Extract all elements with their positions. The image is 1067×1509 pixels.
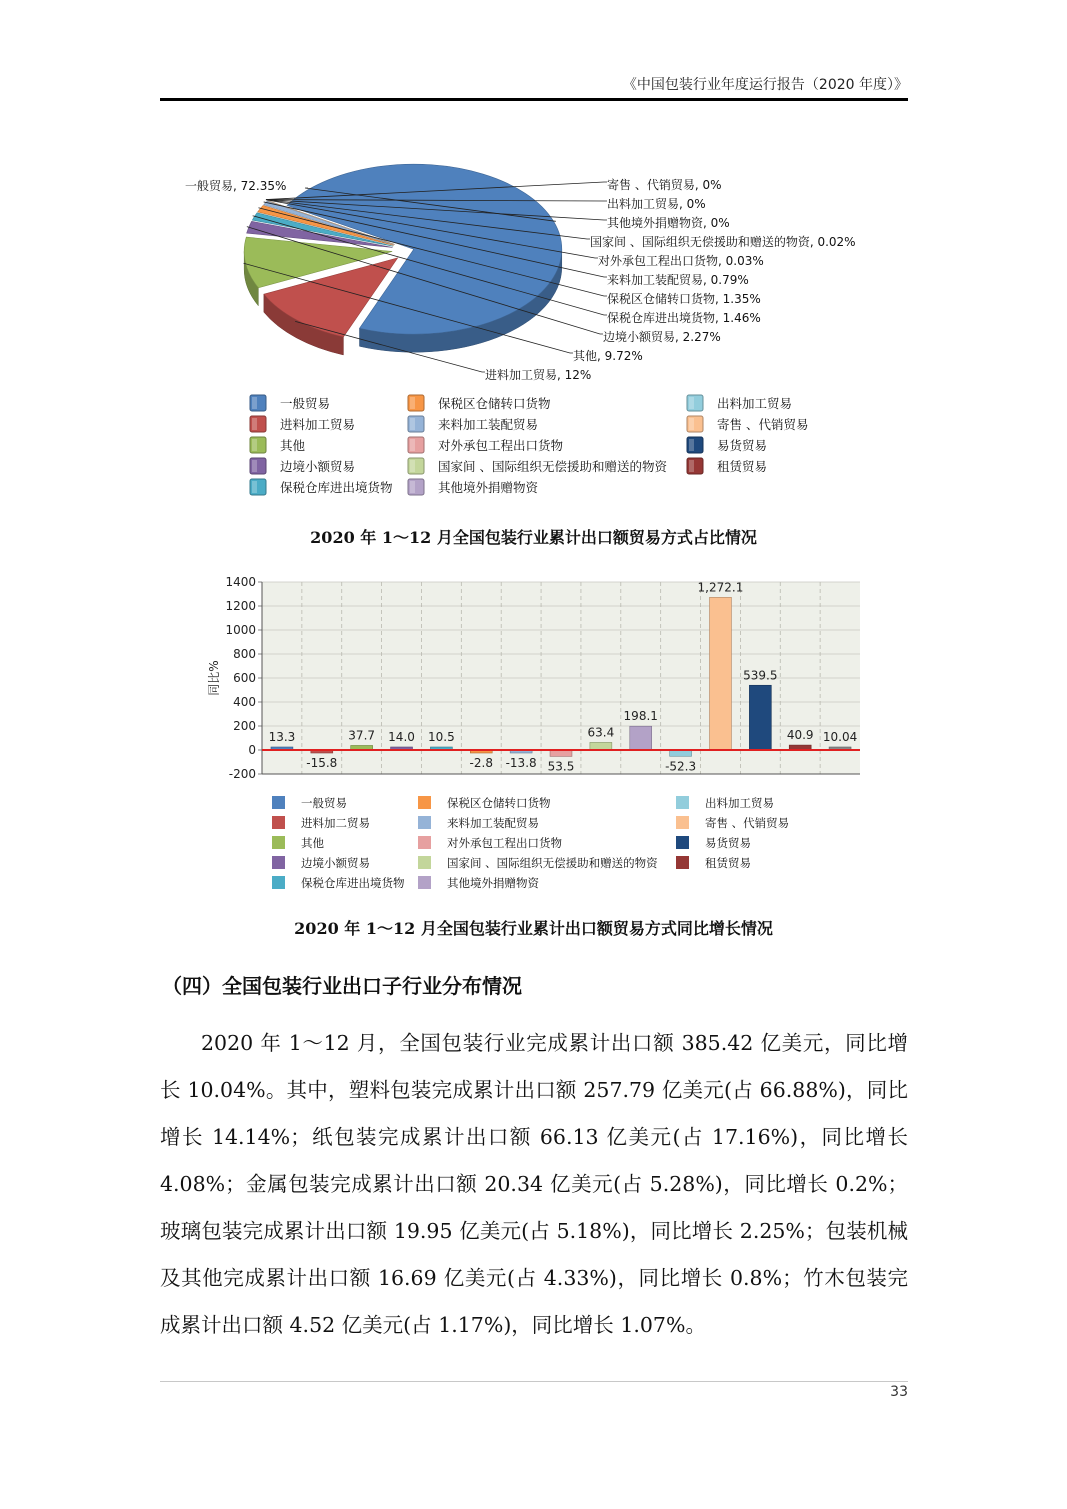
bar-data-label: 10.5 xyxy=(428,730,455,744)
bar xyxy=(710,597,732,750)
legend-label: 进料加工贸易 xyxy=(280,417,356,432)
legend-label: 一般贸易 xyxy=(280,396,331,411)
bar-data-label: 63.4 xyxy=(587,725,615,740)
pie-chart-caption: 2020 年 1～12 月全国包装行业累计出口额贸易方式占比情况 xyxy=(310,528,757,547)
y-tick-label: 600 xyxy=(233,671,256,685)
legend-swatch xyxy=(418,836,431,849)
legend-label: 国家间 、国际组织无偿援助和赠送的物资 xyxy=(447,856,658,870)
pie-data-label: 国家间 、国际组织无偿援助和赠送的物资, 0.02% xyxy=(590,235,856,249)
legend-label: 一般贸易 xyxy=(301,796,347,810)
y-tick-label: 1400 xyxy=(225,575,256,589)
legend-swatch xyxy=(272,856,285,869)
page-number: 33 xyxy=(890,1384,908,1400)
legend-label: 保税区仓储转口货物 xyxy=(447,796,551,810)
legend-swatch xyxy=(676,816,689,829)
legend-label: 寄售 、代销贸易 xyxy=(717,417,809,432)
bar-data-label: -2.8 xyxy=(469,756,493,770)
legend-label: 进料加二贸易 xyxy=(301,816,370,830)
running-header: 《中国包装行业年度运行报告（2020 年度）》 xyxy=(622,77,908,93)
legend-label: 出料加工贸易 xyxy=(717,396,793,411)
legend-label: 其他 xyxy=(280,438,306,453)
legend-swatch xyxy=(272,876,285,889)
legend-label: 寄售 、代销贸易 xyxy=(705,816,790,830)
pie-data-label: 出料加工贸易, 0% xyxy=(607,197,706,211)
legend-label: 国家间 、国际组织无偿援助和赠送的物资 xyxy=(438,459,667,474)
y-tick-label: 1000 xyxy=(225,623,256,637)
bar-data-label: 37.7 xyxy=(348,728,376,743)
legend-label: 租赁贸易 xyxy=(717,459,768,474)
y-tick-label: -200 xyxy=(228,767,256,781)
y-tick-label: 800 xyxy=(233,647,256,661)
legend-swatch xyxy=(418,876,431,889)
bar-data-label: -13.8 xyxy=(505,756,537,770)
pie-data-label: 来料加工装配贸易, 0.79% xyxy=(607,273,749,287)
bar-data-label: 539.5 xyxy=(743,668,778,683)
legend-label: 其他境外捐赠物资 xyxy=(447,876,539,890)
footer-rule xyxy=(160,1381,908,1382)
legend-label: 出料加工贸易 xyxy=(705,796,774,810)
legend-swatch xyxy=(676,796,689,809)
y-tick-label: 0 xyxy=(248,743,256,757)
y-tick-label: 400 xyxy=(233,695,256,709)
bar-data-label: -52.3 xyxy=(665,759,697,774)
legend-swatch xyxy=(272,816,285,829)
legend-label: 保税区仓储转口货物 xyxy=(438,396,551,411)
pie-data-label: 边境小额贸易, 2.27% xyxy=(603,330,721,344)
legend-label: 租赁贸易 xyxy=(705,856,751,870)
legend-label: 来料加工装配贸易 xyxy=(438,417,539,432)
y-tick-label: 1200 xyxy=(225,599,256,613)
section-title: （四）全国包装行业出口子行业分布情况 xyxy=(162,974,522,998)
bar-data-label: -15.8 xyxy=(306,756,338,770)
legend-swatch xyxy=(272,836,285,849)
legend-swatch xyxy=(272,796,285,809)
legend-label: 保税仓库进出境货物 xyxy=(280,480,393,495)
legend-swatch xyxy=(418,856,431,869)
bar-data-label: 40.9 xyxy=(786,728,814,743)
legend-label: 对外承包工程出口货物 xyxy=(438,438,564,453)
bar-data-label: 14.0 xyxy=(388,730,415,744)
legend-label: 其他境外捐赠物资 xyxy=(438,480,539,495)
bar-chart-caption: 2020 年 1～12 月全国包装行业累计出口额贸易方式同比增长情况 xyxy=(294,919,773,938)
legend-label: 边境小额贸易 xyxy=(280,459,356,474)
legend-swatch xyxy=(418,816,431,829)
pie-data-label: 进料加工贸易, 12% xyxy=(485,368,592,382)
legend-label: 对外承包工程出口货物 xyxy=(447,836,562,850)
bar-data-label: 198.1 xyxy=(623,709,658,724)
y-tick-label: 200 xyxy=(233,719,256,733)
legend-label: 边境小额贸易 xyxy=(301,856,370,870)
legend-swatch xyxy=(418,796,431,809)
bar-data-label: 53.5 xyxy=(547,759,575,774)
pie-data-label: 对外承包工程出口货物, 0.03% xyxy=(598,254,764,268)
legend-label: 易货贸易 xyxy=(705,836,751,850)
pie-data-label: 寄售 、代销贸易, 0% xyxy=(607,178,722,192)
pie-data-label: 其他境外捐赠物资, 0% xyxy=(607,216,730,230)
bar-data-label: 1,272.1 xyxy=(697,580,744,595)
legend-label: 其他 xyxy=(301,836,324,850)
legend-swatch xyxy=(676,856,689,869)
bar-data-label: 13.3 xyxy=(268,730,296,744)
legend-label: 来料加工装配贸易 xyxy=(447,816,539,830)
bar xyxy=(749,685,771,750)
body-paragraph: 2020 年 1～12 月，全国包装行业完成累计出口额 385.42 亿美元，同比增长 10.04%。其中，塑料包装完成累计出口额 257.79 亿美元(占 66.88%)，同比增长 14.14%；纸包装完成累计出口额 66.13 亿美元(占 17.16%)，同比增长 4.08%；金属包装完成累计出口额 20.34 亿美元(占 5.28%)，同比增长 0.2%；玻璃包装完成累计出口额 19.95 亿美元(占 5.18%)，同比增长 2.25%；包装机械及其他完成累计出口额 16.69 亿美元(占 4.33%)，同比增长 0.8%；竹木包装完成累计出口额 4.52 亿美元(占 1.17%)，同比增长 1.07%。 xyxy=(160,1031,908,1337)
pie-data-label: 保税区仓储转口货物, 1.35% xyxy=(607,292,761,306)
pie-data-label: 保税仓库进出境货物, 1.46% xyxy=(607,311,761,325)
legend-label: 易货贸易 xyxy=(717,438,768,453)
legend-label: 保税仓库进出境货物 xyxy=(301,876,405,890)
pie-data-label: 其他, 9.72% xyxy=(573,349,643,363)
bar-data-label: 10.04 xyxy=(822,730,858,744)
bar xyxy=(630,726,652,750)
bar xyxy=(590,742,612,750)
legend-swatch xyxy=(676,836,689,849)
pie-data-label: 一般贸易, 72.35% xyxy=(185,179,287,193)
y-axis-label: 同比% xyxy=(207,660,221,696)
